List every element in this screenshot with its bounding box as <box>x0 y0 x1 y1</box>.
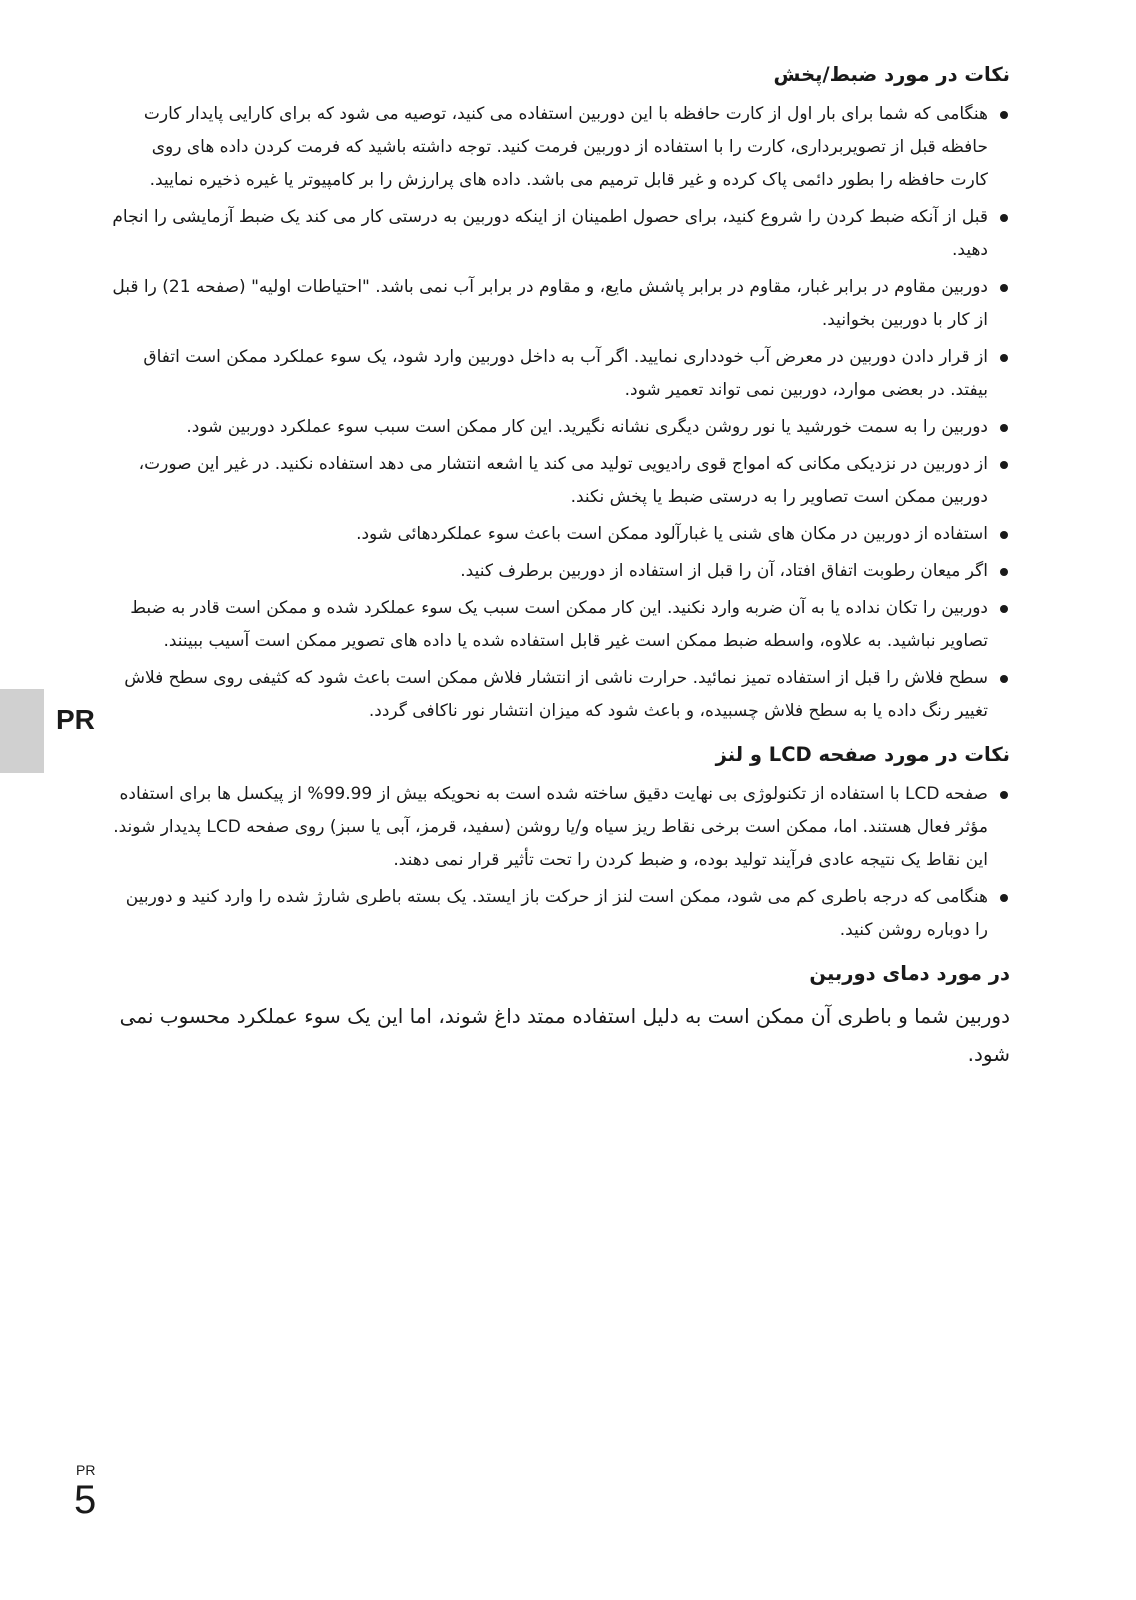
list-item <box>110 201 1010 267</box>
bullet-icon <box>1000 675 1008 683</box>
list-item <box>110 662 1010 728</box>
list-item-text: از قرار دادن دوربین در معرض آب خودداری نمایید. اگر آب به داخل دوربین وارد شود، یک سوء عملکرد ممکن است اتفاق بیفتد. در بعضی موارد، دوربین نمی تواند تعمیر شود. <box>143 347 988 400</box>
section-heading-recording-playback: نکات در مورد ضبط/پخش <box>773 63 1010 86</box>
list-item <box>110 271 1010 337</box>
list-item <box>110 555 1010 588</box>
bullet-icon <box>1000 568 1008 576</box>
list-item <box>110 881 1010 947</box>
bullet-icon <box>1000 214 1008 222</box>
bullet-icon <box>1000 461 1008 469</box>
section-heading-lcd-lens: نکات در مورد صفحه LCD و لنز <box>715 743 1010 766</box>
footer-language-code: PR <box>76 1462 96 1478</box>
list-item <box>110 518 1010 551</box>
list-item <box>110 448 1010 514</box>
list-item <box>110 592 1010 658</box>
list-item-text: هنگامی که شما برای بار اول از کارت حافظه با این دوربین استفاده می کنید، توصیه می شود که برای کارایی پایدار کارت حافظه قبل از تصویربرداری، کارت را با استفاده از دوربین فرمت کنید. توجه داشته باشید که فرمت کردن داده های روی کارت حافظه را بطور دائمی پاک کرده و غیر قابل ترمیم می باشد. داده های پرارزش را بر کامپیوتر یا غیره ذخیره نمایید. <box>143 104 988 190</box>
bullet-icon <box>1000 791 1008 799</box>
list-item <box>110 411 1010 444</box>
bullet-list-lcd-lens <box>110 778 1010 947</box>
section-heading-camera-temperature: در مورد دمای دوربین <box>809 962 1010 985</box>
list-item-text: استفاده از دوربین در مکان های شنی یا غبارآلود ممکن است باعث سوء عملکردهائی شود. <box>356 524 988 544</box>
page-number: 5 <box>74 1478 97 1522</box>
list-item-text: قبل از آنکه ضبط کردن را شروع کنید، برای حصول اطمینان از اینکه دوربین به درستی کار می کند یک ضبط آزمایشی را انجام دهید. <box>112 207 988 260</box>
bullet-icon <box>1000 605 1008 613</box>
document-body <box>110 58 1010 1073</box>
list-item-text: دوربین مقاوم در برابر غبار، مقاوم در برابر پاشش مایع، و مقاوم در برابر آب نمی باشد. "احتیاطات اولیه" (صفحه 21) را قبل از کار با دوربین بخوانید. <box>112 277 988 330</box>
bullet-icon <box>1000 284 1008 292</box>
language-side-tab <box>0 689 44 773</box>
camera-temperature-paragraph: دوربین شما و باطری آن ممکن است به دلیل استفاده ممتد داغ شوند، اما این یک سوء عملکرد محسوب نمی شود. <box>119 1004 1010 1066</box>
bullet-icon <box>1000 354 1008 362</box>
bullet-icon <box>1000 424 1008 432</box>
bullet-icon <box>1000 531 1008 539</box>
language-side-label: PR <box>56 704 95 735</box>
list-item-text: دوربین را تکان نداده یا به آن ضربه وارد نکنید. این کار ممکن است سبب یک سوء عملکرد شده و ممکن است قادر به ضبط تصاویر نباشید. به علاوه، واسطه ضبط ممکن است غیر قابل استفاده شده یا داده های تصویر ممکن است آسیب ببینند. <box>130 598 988 651</box>
bullet-list-recording-playback <box>110 98 1010 728</box>
list-item <box>110 341 1010 407</box>
list-item-text: صفحه LCD با استفاده از تکنولوژی بی نهایت دقیق ساخته شده است به نحویکه بیش از 99.99% از پیکسل ها برای استفاده مؤثر فعال هستند. اما، ممکن است برخی نقاط ریز سیاه و/یا روشن (سفید، قرمز، آبی یا سبز) روی صفحه LCD پدیدار شوند. این نقاط یک نتیجه عادی فرآیند تولید بوده، و ضبط کردن را تحت تأثیر قرار نمی دهند. <box>113 784 988 870</box>
list-item-text: هنگامی که درجه باطری کم می شود، ممکن است لنز از حرکت باز ایستد. یک بسته باطری شارژ شده را وارد کنید و دوربین را دوباره روشن کنید. <box>125 887 988 940</box>
list-item-text: از دوربین در نزدیکی مکانی که امواج قوی رادیویی تولید می کند یا اشعه انتشار می دهد استفاده نکنید. در غیر این صورت، دوربین ممکن است تصاویر را به درستی ضبط یا پخش نکند. <box>138 454 988 507</box>
list-item-text: سطح فلاش را قبل از استفاده تمیز نمائید. حرارت ناشی از انتشار فلاش ممکن است باعث شود که کثیفی روی سطح فلاش تغییر رنگ داده یا به سطح فلاش چسبیده، و باعث شود که میزان انتشار نور ناکافی گردد. <box>124 668 988 721</box>
list-item-text: دوربین را به سمت خورشید یا نور روشن دیگری نشانه نگیرید. این کار ممکن است سبب سوء عملکرد دوربین شود. <box>186 417 988 437</box>
bullet-icon <box>1000 894 1008 902</box>
list-item-text: اگر میعان رطوبت اتفاق افتاد، آن را قبل از استفاده از دوربین برطرف کنید. <box>460 561 988 581</box>
list-item <box>110 778 1010 877</box>
bullet-icon <box>1000 111 1008 119</box>
list-item <box>110 98 1010 197</box>
